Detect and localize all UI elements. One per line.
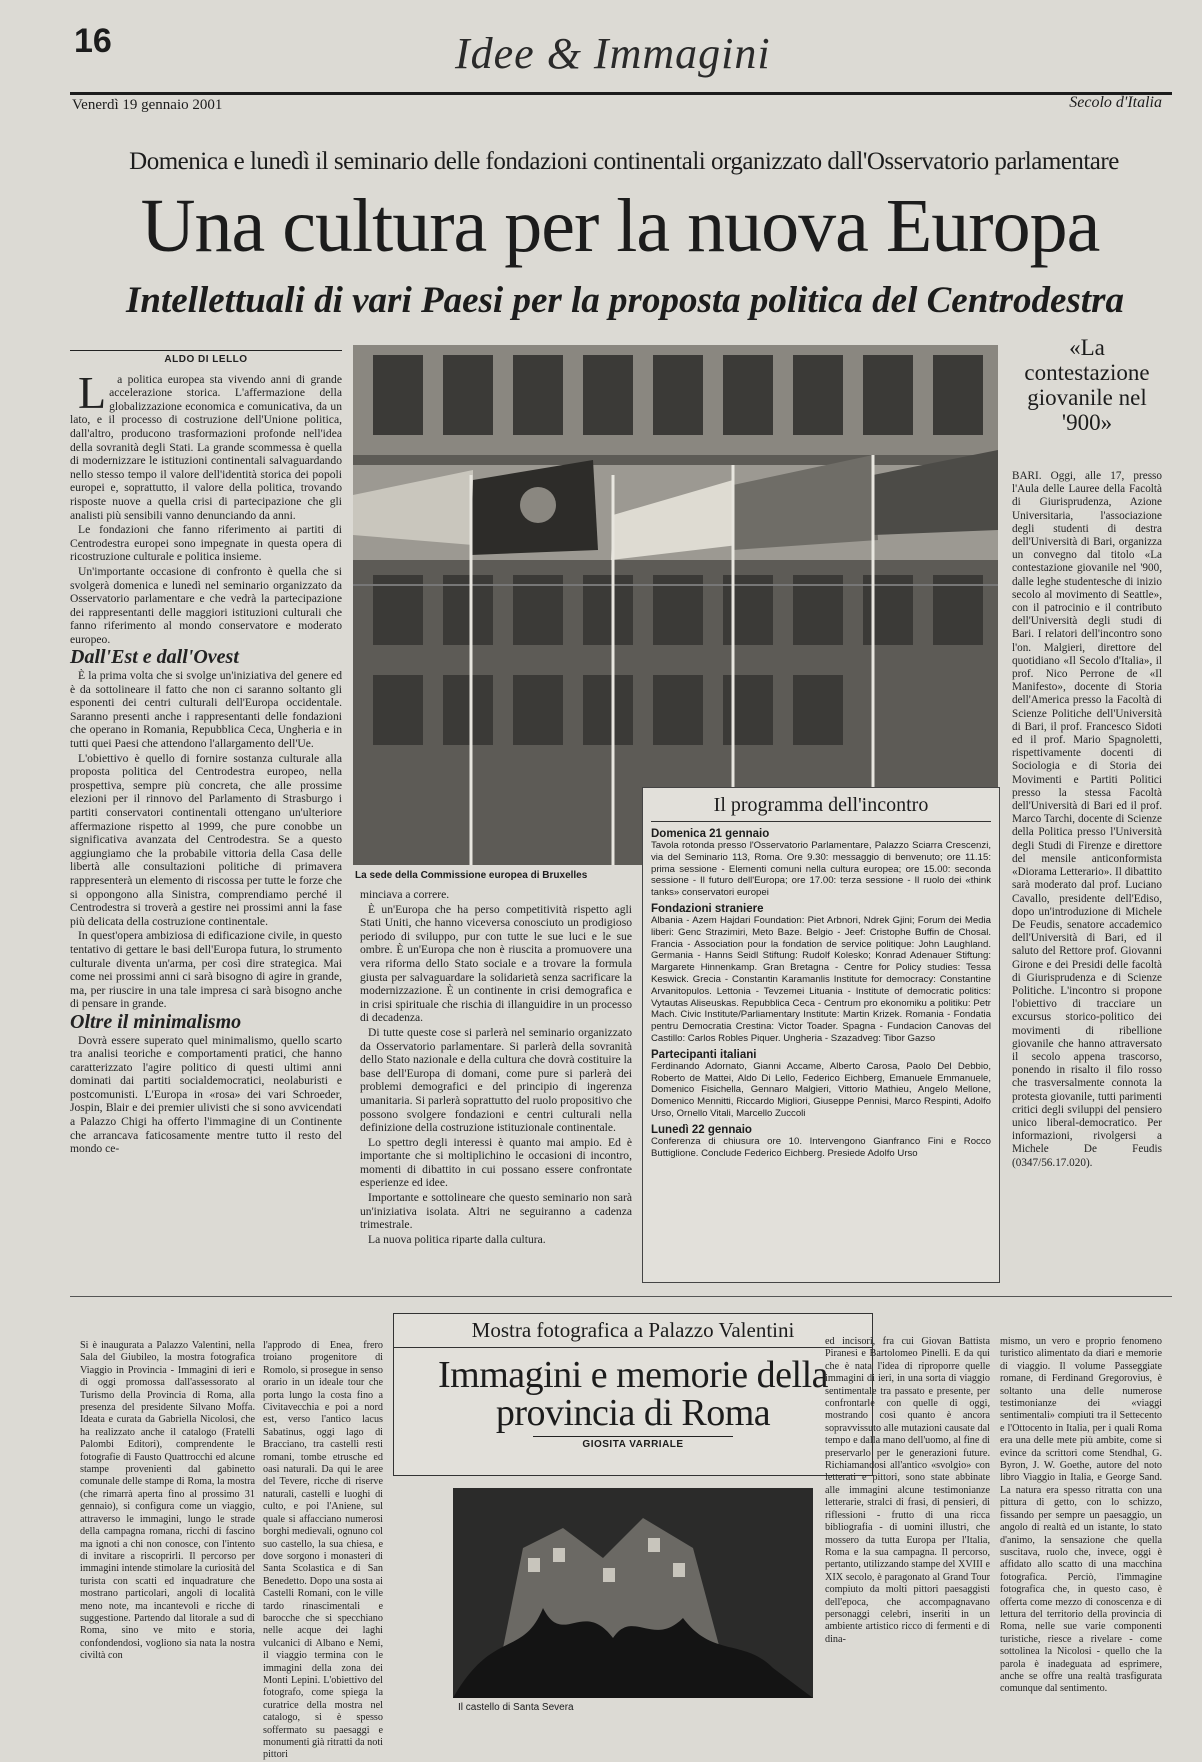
article-subtitle: Dall'Est e dall'Ovest	[70, 646, 239, 669]
newspaper-name: Secolo d'Italia	[1069, 94, 1162, 111]
mostra-photo-caption: Il castello di Santa Severa	[458, 1702, 574, 1713]
mostra-byline: GIOSITA VARRIALE	[533, 1436, 733, 1450]
mostra-title: Immagini e memorie della provincia di Roma	[437, 1354, 829, 1434]
program-title: Il programma dell'incontro	[651, 794, 991, 822]
article-paragraph: È la prima volta che si svolge un'iniziativa del genere ed è da sottolineare il fatto che non ci saranno soltanto gli esponenti dei centri culturali dell'Europa occidentale. Saranno presenti anche i rappresentanti delle fondazioni che operano in Romania, Repubblica Ceca, Ungheria e in tutti quei Paesi che attendono l'allargamento dell'Ue.	[70, 669, 342, 751]
program-box	[642, 787, 1000, 1283]
sidebar-headline: «La contestazione giovanile nel '900»	[1024, 335, 1150, 435]
program-italian-text: Ferdinando Adornato, Gianni Accame, Alberto Carosa, Paolo Del Debbio, Roberto de Mattei, Aldo Di Lello, Federico Eichberg, Emanuele Emmanuele, Domenico Fisichella, Gennaro Malgieri, Vittorio Mathieu, Angelo Mellone, Domenico Mennitti, Riccardo Migliori, Giuseppe Pennisi, Marco Respinti, Adolfo Urso, Ornello Vitali, Marcello Zuccoli	[651, 1060, 991, 1119]
article-byline: ALDO DI LELLO	[70, 350, 342, 367]
article-column-2	[360, 888, 632, 1288]
program-day-1-text: Tavola rotonda presso l'Osservatorio Parlamentare, Palazzo Sciarra Crescenzi, via del Seminario 113, Roma. Ore 9.30: messaggio di benvenuto; ore 11.15: prima sessione - Elementi comuni nella cultura europea; ore 15.00: seconda sessione - Il futuro dell'Europa; ore 17.00: terza sessione - Il ruolo dei «think tanks» conservatori europei	[651, 840, 991, 899]
article-headline: Una cultura per la nuova Europa	[140, 184, 1100, 268]
article-paragraph: Dovrà essere superato quel minimalismo, quello scarto tra analisi teoriche e comportamenti pratici, che hanno caratterizzato l'agire politico di questi ultimi anni dominati dai partiti socialdemocratici, neolaburisti e postcomunisti. L'Europa in «rosa» dei vari Schroeder, Jospin, Blair e dei premier ulivisti che si sono avvicendati a Palazzo Chigi ha offerto l'immagine di un Continente che arrancava faticosamente mentre tutto il resto del mondo ce-	[70, 1033, 342, 1156]
mostra-column-1: Si è inaugurata a Palazzo Valentini, nella Sala del Giubileo, la mostra fotografica Viaggio in Provincia - Immagini di ieri e di oggi promossa dall'assessorato al Turismo della Provincia di Roma, alla presenza del presidente Silvano Moffa. Ideata e curata da Gabriella Nicolosi, che ha realizzato anche il catalogo (Fratelli Palombi Editori), comprendente le fotografie di Fausto Quattrocchi ed alcune stampe provenienti dal gabinetto comunale delle stampe di Roma, la mostra (che rimarrà aperta fino al prossimo 31 gennaio), si configura come un viaggio, attraverso le immagini, lungo le strade della campagna romana, ricchi di fascino ma ignoti a chi non conosce, con l'intento di invitare a riscoprirli. Il percorso per immagini intende stimolare la curiosità del turista con scatti ed inquadrature che mostrano particolari, angoli di località meno note, ma incantevoli e ricche di suggestione. Partendo dal litorale a sud di Roma, sino ve mito e storia, confondendosi, vogliono sia nata la nostra civiltà con	[80, 1340, 255, 1662]
article-subhead: Intellettuali di vari Paesi per la proposta politica del Centrodestra	[126, 280, 1124, 321]
program-foreign-title: Fondazioni straniere	[651, 902, 764, 915]
photo-castle	[453, 1488, 813, 1698]
article-subtitle: Oltre il minimalismo	[70, 1010, 242, 1033]
mostra-column-2: l'approdo di Enea, frero troiano progenitore di Romolo, si prosegue in senso orario in un ideale tour che porta lungo la costa fino a Civitavecchia e poi a nord est, verso l'antico lacus Sabatinus, oggi lago di Bracciano, tra castelli resti romani, tombe etrusche ed oasi naturali. Da qui le aree del Tevere, ricche di riserve naturali, castelli e luoghi di culto, e poi l'Aniene, sul quale si affacciano numerosi borghi medievali, ognuno col suo castello, la sua chiesa, e dove sorgono i monasteri di Santa Scolastica e di San Benedetto. Dopo una sosta ai Castelli Romani, con le ville tardo rinascimentali e barocche che si specchiano nelle acque dei laghi vulcanici di Albano e Nemi, il viaggio termina con le immagini della zona dei Monti Lepini. L'obiettivo del fotografo, come spiega la curatrice della mostra nel catalogo, si è spesso soffermato su paesaggi e monumenti già ritratti da noti pittori	[263, 1340, 383, 1761]
issue-date: Venerdì 19 gennaio 2001	[72, 97, 223, 113]
page-number: 16	[74, 22, 112, 60]
article-paragraph: È un'Europa che ha perso competitività rispetto agli Stati Uniti, che hanno viceversa conosciuto un prodigioso periodo di sviluppo, pur con tutte le sue luci e le sue ombre. È un'Europa che non è riuscita a promuovere una vera riforma dello Stato sociale e a trovare la formula giusta per salvaguardare la solidarietà senza sacrificare la modernizzazione. È un continente in crisi demografica e in crisi spirituale che rischia di illanguidire in un processo di decadenza.	[360, 902, 632, 1025]
program-foreign-text: Albania - Azem Hajdari Foundation: Piet Arbnori, Ndrek Gjini; Forum dei Media liberi: Genc Strazimiri, Meto Baze. Belgio - Jeef: Cristophe Buffin de Chosal. Francia - Association pour la fondation de service politique: John Laughland. Germania - Hanns Seidl Stiftung: Rudolf Kolesko; Konrad Adenauer Stiftung: Margarete Hinnenkamp. Gran Bretagna - Centre for Policy studies: Tessa Keswick. Grecia - Constantin Karamanlis Institute for democracy: Constantine Arvanitopulos. Lettonia - Tevzemei Lituania - Institute of democratic politics: Vytautas Aliseuskas. Repubblica Ceca - Centrum pro ekonomiku a politiku: Petr Mach. Civic Institute/Parliamentary Institute: Martin Krizek. Romania - Fondatia pentru Democratia Crestina: Victor Toader. Spagna - Fundacion Canovas del Castillo: Carlos Robles Piquer. Ungheria - Szazadveg: Tibor Gazso	[651, 914, 991, 1044]
article-column-1	[70, 350, 342, 1280]
mostra-kicker: Mostra fotografica a Palazzo Valentini	[394, 1314, 872, 1348]
sidebar-text: BARI. Oggi, alle 17, presso l'Aula delle Lauree della Facoltà di Giurisprudenza, Azione Universitaria, l'associazione degli studenti di destra dell'Università di Bari, organizza un convegno dal titolo «La contestazione giovanile nel '900, dalle leghe studentesche di inizio secolo al movimento di Seattle», con il patrocinio e il contributo dell'Università degli studi di Bari. I relatori dell'incontro sono l'on. Malgieri, direttore del quotidiano «Il Secolo d'Italia», il prof. Nico Perrone de «Il Manifesto», docente di Storia dell'America presso la Facoltà di Scienze Politiche dell'Università di Bari, il prof. Francesco Sidoti ed il prof. Mario Spagnoletti, rispettivamente docenti di Sociologia e di Storia dei Movimenti e Partiti Politici presso la stessa Facoltà dell'Università di Bari ed il prof. Marco Tarchi, docente di Scienze della Politica presso l'Università degli Studi di Firenze e direttore del mensile anticonformista «Diorama Letterario». Il dibattito sarà moderato dal prof. Luciano Cavallo, presidente dell'Ediso, dopo un'introduzione di Michele De Feudis, senatore accademico dell'Università di Bari, ed il saluto del Rettore prof. Giovanni Girone e dei Presidi delle facoltà di Giurisprudenza e di Scienze Politiche. L'incontro si propone l'obiettivo di tracciare un excursus storico-politico dei movimenti di ribellione giovanile che hanno attraversato il secolo appena trascorso, ponendo in risalto il filo rosso che trasversalmente connota la protesta giovanile, tutti parimenti critici degli sviluppi del pensiero unico liberal-democratico. Per informazioni, rivolgersi a Michele De Feudis (0347/56.17.020).	[1012, 470, 1162, 1169]
section-title: Idee & Immagini	[455, 29, 771, 78]
article-paragraph: In quest'opera ambiziosa di edificazione civile, in questo tentativo di gettare le basi dell'Europa futura, lo strumento culturale diventa un'arma, per così dire strategica. Mai come nei prossimi anni ci sarà bisogno di agire in grande, ma, per riuscire in una tale impresa ci sarà bisogno anche di pensare in grande.	[70, 929, 342, 1011]
article-kicker: Domenica e lunedì il seminario delle fondazioni continentali organizzato dall'Osservatorio parlamentare	[129, 148, 1119, 175]
article-paragraph: La politica europea sta vivendo anni di grande accelerazione storica. L'affermazione della globalizzazione economica e comunicativa, da un lato, e il processo di costruzione dell'Unione politica, dall'altro, producono trasformazioni profonde nell'idea della sovranità degli Stati. La grande scommessa è quella di modernizzare le istituzioni continentali salvaguardando nello stesso tempo il valore dell'identità storica dei popoli europei e, soprattutto, il valore della politica, trovando risposte nuove a quella crisi di partecipazione che gli analisti più sensibili vanno denunciando da anni.	[70, 366, 342, 522]
photo-santa-severa	[453, 1488, 813, 1698]
article-paragraph: La nuova politica riparte dalla cultura.	[368, 1232, 546, 1246]
program-day-2-text: Conferenza di chiusura ore 10. Intervengono Gianfranco Fini e Rocco Buttiglione. Conclude Federico Eichberg. Presiede Adolfo Urso	[651, 1135, 991, 1159]
article-paragraph: Un'importante occasione di confronto è quella che si svolgerà domenica e lunedì nel seminario organizzato da Osservatorio parlamentare e che vedrà la partecipazione dei rappresentanti delle maggiori istituzioni culturali che fanno riferimento al mondo conservatore e moderato europeo.	[70, 564, 342, 646]
article-paragraph: Di tutte queste cose si parlerà nel seminario organizzato da Osservatorio parlamentare. Si parlerà della sovranità dello Stato nazionale e della cultura che dovrà costituire la base dell'Europa di domani, come pure si parlerà dei problemi demografici e del principio di ingerenza umanitaria. Si parlerà soprattutto del ruolo propositivo che possono svolgere fondazioni e centri culturali nella definizione della costruzione istituzionale continentale.	[360, 1025, 632, 1135]
program-day-2: Lunedì 22 gennaio	[651, 1123, 752, 1136]
article-paragraph: Lo spettro degli interessi è quanto mai ampio. Ed è importante che si moltiplichino le occasioni di incontro, momenti di dibattito in cui possano essere confrontate esperienze ed idee.	[360, 1135, 632, 1190]
header-rule	[70, 92, 1172, 95]
photo-caption: La sede della Commissione europea di Bruxelles	[355, 870, 588, 881]
program-italian-title: Partecipanti italiani	[651, 1048, 757, 1061]
article-paragraph: L'obiettivo è quello di fornire sostanza culturale alla proposta politica del Centrodestra europeo, nella prospettiva, sempre più concreta, che alle prossime elezioni per il rinnovo del Parlamento di Strasburgo i partiti conservatori continentali ottengano un'ulteriore affermazione rispetto al 1999, che pure conobbe un significativa avanzata del Centrodestra. Se a questo aggiungiamo che la probabile vittoria della Casa delle libertà alle consultazioni politiche di primavera rappresenterà un elemento di riscossa per tutte le forze che si oppongono alla Sinistra, comprendiamo perché il Centrodestra si troverà a gestire nei prossimi anni la fase più delicata della costruzione continentale.	[70, 751, 343, 928]
program-day-1: Domenica 21 gennaio	[651, 828, 770, 840]
article-paragraph: minciava a correre.	[360, 888, 450, 901]
article-paragraph: Importante e sottolineare che questo seminario non sarà un'iniziativa isolata. Altri ne seguiranno a cadenza trimestrale.	[360, 1191, 632, 1232]
mostra-title-box	[393, 1313, 873, 1476]
mostra-column-4: mismo, un vero e proprio fenomeno turistico alimentato da diari e memorie di viaggio. Il volume Passeggiate romane, di Ferdinand Gregorovius, è soltanto una delle numerose testimonianze dei «viaggi sentimentali» compiuti tra il Settecento e l'Ottocento in Italia, per i quali Roma era una delle mete più ambite, come si evince da scrittori come Stendhal, G. Byron, J. W. Goethe, autore del noto libro Viaggio in Italia, e George Sand. La natura era spesso ritratta con una pittura di getto, con lo schizzo, fissando per sempre un paesaggio, un angolo di realtà ed un istante, lo stato d'animo, la sensazione che quella suscitava, ruolo che, invece, oggi è affidato allo scatto di una macchina fotografica. Perciò, l'immagine fotografica che, in questo caso, è offerta come mezzo di conoscenza e di lettura del territorio della provincia di Roma, nelle sue varie componenti turistiche, riesce a rivelare - come sottolinea la Nicolosi - quello che la parola è inadeguata ad esprimere, anche se offre una realtà trasfigurata comunque dal sentimento.	[1000, 1336, 1162, 1695]
article-paragraph: Le fondazioni che fanno riferimento ai partiti di Centrodestra europei sono impegnate in questa opera di ricostruzione culturale e politica insieme.	[70, 523, 342, 564]
section-divider	[70, 1296, 1172, 1297]
mostra-column-3: ed incisori, fra cui Giovan Battista Piranesi e Bartolomeo Pinelli. E da qui che è nata l'idea di riproporre quelle immagini di ieri, in una sorta di viaggio sentimentale tra passato e presente, per confrontarle con quelle di oggi, mostrando così quanto è ancora sopravvissuto alle mutazioni causate dal tempo e dalla mano dell'uomo, al fine di preservarlo per le generazioni future. Richiamandosi all'antico «svolgio» con letterati e pittori, sono state abbinate alle immagini alcune testimonianze letterarie, stralci di frasi, di pensieri, di riflessioni - frutto di una ricca bibliografia - di uomini illustri, che mossero da tutta Europa per l'Italia, Roma e la sua campagna. Il percorso, pertanto, utilizzando stampe del XVIII e XIX secolo, è paragonato al Grand Tour compiuto da molti pittori paesaggisti dell'epoca, che accompagnavano personaggi celebri, inseriti in un ambiente artistico ricco di fermenti e di dina-	[825, 1336, 990, 1645]
